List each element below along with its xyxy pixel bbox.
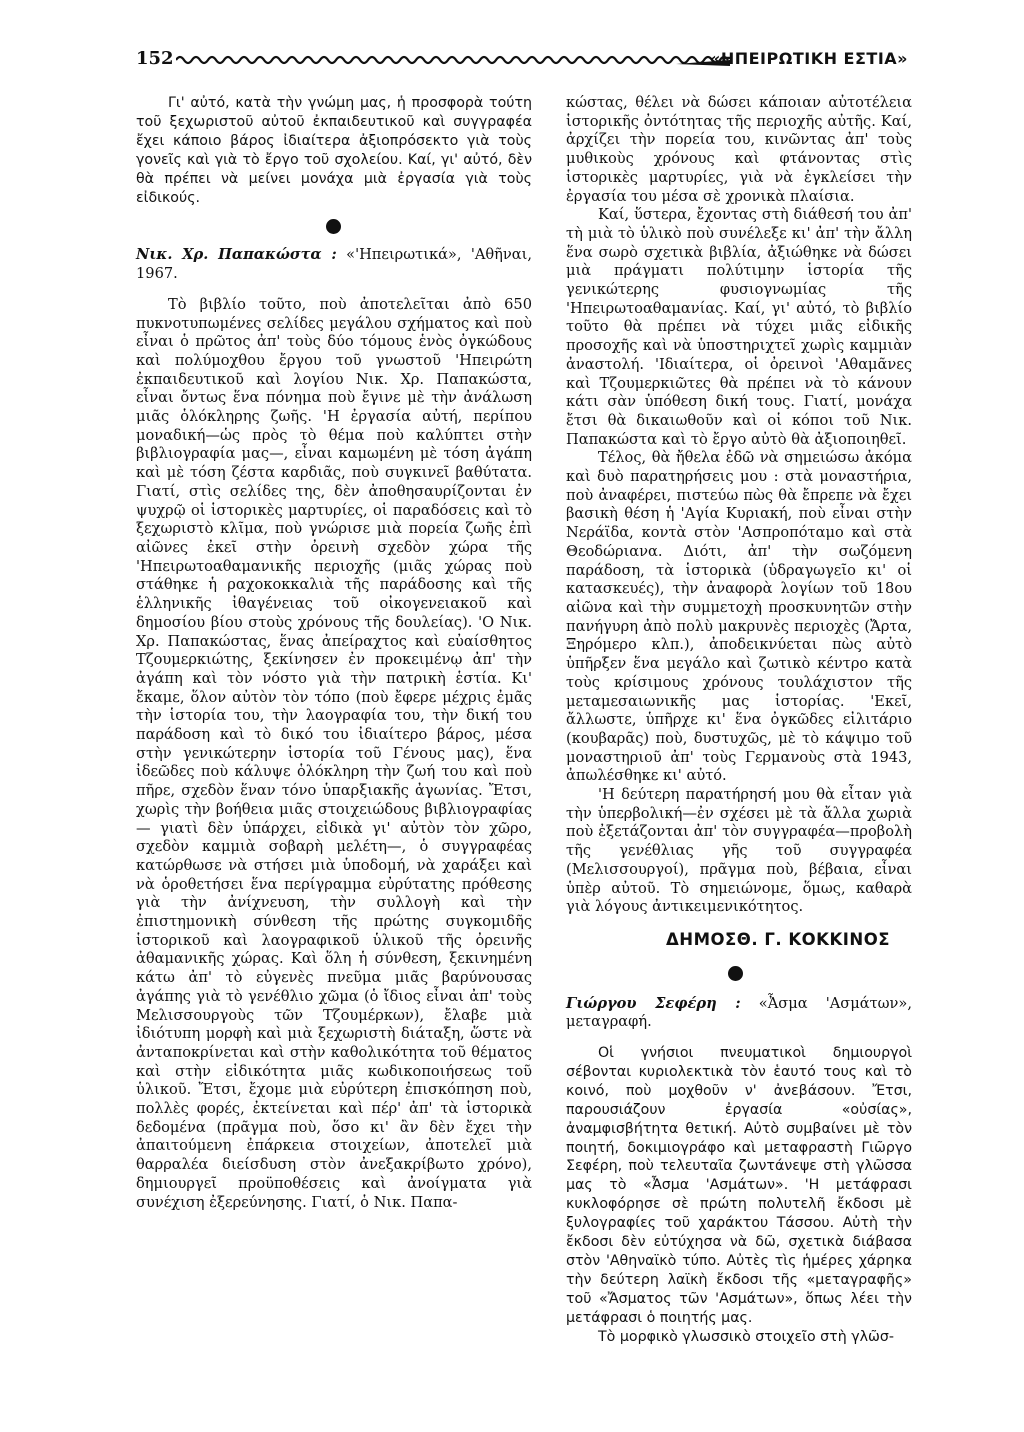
author-signature: ΔΗΜΟΣΘ. Γ. ΚΟΚΚΙΝΟΣ [666, 929, 890, 949]
section-bullet-icon [728, 966, 743, 981]
decorative-wavy-rule [176, 52, 730, 68]
book-title: «Ἆσμα 'Ασμάτων», μεταγραφή. [566, 994, 912, 1031]
book-title: «'Ηπειρωτικά», 'Αθῆναι, 1967. [136, 246, 533, 283]
intro-paragraph: Γι' αὐτό, κατὰ τὴν γνώμη μας, ἡ προσφορὰ τούτη τοῦ ξεχωριστοῦ αὐτοῦ ἐκπαιδευτικοῦ καὶ συγγραφέα ἔχει κάποιο βάρος ἰδιαίτερα ἀξιοπρόσεκτο γιὰ τοὺς γονεῖς καὶ γιὰ τὸ ἔργο τοῦ σχολείου. Καί, γι' αὐτό, δὲν θὰ πρέπει νὰ μείνει μονάχα μιὰ ἐργασία γιὰ τοὺς εἰδικούς. [136, 95, 532, 206]
book-author: Γιώργου Σεφέρη : [566, 994, 741, 1012]
review-paragraph: Οἱ γνήσιοι πνευματικοὶ δημιουργοὶ σέβονται κυριολεκτικὰ τὸν ἑαυτό τους καὶ τὸ κοινό, ποὺ μοχθοῦν ν' ἀνεβάσουν. Ἔτσι, παρουσιάζουν ἐργασία «οὐσίας», ἀναμφισβήτητα θετική. Αὐτὸ συμβαίνει μὲ τὸν ποιητή, δοκιμιογράφο καὶ μεταφραστὴ Γιῶργο Σεφέρη, ποὺ τελευταῖα ζωντάνεψε στὴ γλῶσσα μας τὸ «Ἆσμα 'Ασμάτων». 'Η μετάφρασι κυκλοφόρησε σὲ πρώτη πολυτελῆ ἔκδοσι μὲ ξυλογραφίες τοῦ χαράκτου Τάσσου. Αὐτὴ τὴν ἔκδοσι δὲν εὐτύχησα νὰ δῶ, σχετικὰ διάβασα στὸν 'Αθηναϊκὸ τύπο. Αὐτὲς τὶς ἡμέρες χάρηκα τὴν δεύτερη λαϊκὴ ἔκδοσι τῆς «μεταγραφῆς» τοῦ «Ἄσματος τῶν 'Ασμάτων», ὅπως λέει τὴν μετάφρασι ὁ ποιητής μας. [566, 1045, 912, 1326]
left-column [136, 94, 532, 1212]
review-paragraph: Τέλος, θὰ ἤθελα ἐδῶ νὰ σημειώσω ἀκόμα καὶ δυὸ παρατηρήσεις μου : στὰ μοναστήρια, ποὺ ἀναφέρει, πιστεύω πὼς θὰ ἔπρεπε νὰ ἔχει βασικὴ θέση ἡ 'Αγία Κυριακή, ποὺ εἶναι στὴν Νεράϊδα, κοντὰ στὸν 'Ασπροπόταμο καὶ στὰ Θεοδώριανα. Διότι, ἀπ' τὴν σωζόμενη παράδοση, τὰ ἱστορικὰ (ὑδραγωγεῖο κι' οἱ κατασκευές), τὴν ἀναφορὰ λογίων τοῦ 18ου αἰῶνα καὶ τὴν συμμετοχὴ προσκυνητῶν στὴν πανήγυρη ἀπὸ πολὺ μακρυνὲς περιοχὲς (Ἄρτα, Ξηρόμερο κλπ.), ἀποδεικνύεται πὼς αὐτὸ ὑπῆρξεν ἕνα μεγάλο καὶ ζωτικὸ κέντρο κατὰ τοὺς κρίσιμους χρόνους τουλάχιστον τῆς μεταμεσαιωνικῆς μας ἱστορίας. 'Εκεῖ, ἄλλωστε, ὑπῆρχε κι' ἕνα ὀγκῶδες εἰλιτάριο (κουβαρᾶς) ποὺ, δυστυχῶς, μὲ τὸ κάψιμο τοῦ μοναστηριοῦ ἀπ' τοὺς Γερμανοὺς στὰ 1943, ἀπωλέσθηκε κι' αὐτό. [566, 449, 912, 785]
book-reference [566, 995, 912, 1032]
continuation-paragraph: κώστας, θέλει νὰ δώσει κάποιαν αὐτοτέλεια ἱστορικῆς ὀντότητας τῆς περιοχῆς αὐτῆς. Καί, ἀρχίζει τὴν πορεία του, κινῶντας ἀπ' τοὺς μυθικοὺς χρόνους καὶ φτάνοντας στὶς ἱστορικὲς μαρτυρίες, γιὰ νὰ ἐγκλείσει τὴν ἐργασία του μέσα σὲ χρονικὰ πλαίσια. [566, 94, 912, 205]
review-paragraph: 'Η δεύτερη παρατήρησή μου θὰ εἶταν γιὰ τὴν ὑπερβολική—ἐν σχέσει μὲ τὰ ἄλλα χωριὰ ποὺ ἐξετάζονται ἀπ' τὸν συγγραφέα—προβολὴ τῆς γενέθλιας γῆς τοῦ συγγραφέα (Μελισσουργοί), πρᾶγμα ποὺ, βέβαια, εἶναι ὑπὲρ αὐτοῦ. Τὸ σημειώνομε, ὅμως, καθαρὰ γιὰ λόγους ἀντικειμενικότητος. [566, 786, 912, 916]
page-number: 152 [136, 48, 174, 69]
review-paragraph: Καί, ὕστερα, ἔχοντας στὴ διάθεσή του ἀπ' τὴ μιὰ τὸ ὑλικὸ ποὺ συνέλεξε κι' ἀπ' τὴν ἄλλη ἕνα σωρὸ σχετικὰ βιβλία, ἀξιώθηκε νὰ δώσει μιὰ πράγματι πολύτιμην ἱστορία τῆς γενικώτερης φυσιογνωμίας τῆς 'Ηπειρωτοαθαμανίας. Καί, γι' αὐτό, τὸ βιβλίο τοῦτο θὰ πρέπει νὰ τύχει μιᾶς εἰδικῆς προσοχῆς καὶ νὰ ὑποστηριχτεῖ χωρὶς καμμιὰν ἀναστολή. 'Ιδιαίτερα, οἱ ὀρεινοὶ 'Αθαμᾶνες καὶ Τζουμερκιῶτες θὰ πρέπει νὰ τὸ κάνουν κάτι σὰν ὑπόθεση δική τους. Γιατί, μονάχα ἔτσι θὰ δικαιωθοῦν καὶ οἱ κόποι τοῦ Νικ. Παπακώστα καὶ τὸ ἔργο αὐτὸ θὰ ἀξιοποιηθεῖ. [566, 206, 912, 448]
page-header [136, 48, 908, 74]
review-paragraph: Τὸ μορφικὸ γλωσσικὸ στοιχεῖο στὴ γλῶσ- [598, 1328, 894, 1345]
book-reference [136, 246, 532, 283]
journal-title: «ΗΠΕΙΡΩΤΙΚΗ ΕΣΤΙΑ» [710, 49, 908, 68]
right-column [566, 94, 912, 1347]
book-author: Νικ. Χρ. Παπακώστα : [136, 246, 337, 264]
review-paragraph: Τὸ βιβλίο τοῦτο, ποὺ ἀποτελεῖται ἀπὸ 650 πυκνοτυπωμένες σελίδες μεγάλου σχήματος καὶ ποὺ εἶναι ὁ πρῶτος ἀπ' τοὺς δύο τόμους ἑνὸς ὀγκώδους καὶ πολύμοχθου ἔργου τοῦ γνωστοῦ 'Ηπειρώτη ἐκπαιδευτικοῦ καὶ λογίου Νικ. Χρ. Παπακώστα, εἶναι ὄντως ἕνα πόνημα ποὺ ἔγινε μὲ τὴν ἀνάλωση μιᾶς ὁλόκληρης ζωῆς. 'Η ἐργασία αὐτή, περίπου μοναδική—ὡς πρὸς τὸ θέμα ποὺ καλύπτει στὴν βιβλιογραφία μας—, εἶναι καμωμένη μὲ τόση ἀγάπη καὶ μὲ τόση ζέστα καρδιᾶς, ποὺ συγκινεῖ βαθύτατα. Γιατί, στὶς σελίδες της, δὲν ἀποθησαυρίζονται ἐν ψυχρῷ οἱ ἱστορικὲς μαρτυρίες, οἱ παραδόσεις καὶ τὸ ξεχωριστὸ κλῖμα, ποὺ γνώρισε μιὰ πορεία ζωῆς ἐπὶ αἰῶνες ἐκεῖ στὴν ὀρεινὴ σχεδὸν χώρα τῆς 'Ηπειρωτοαθαμανικῆς περιοχῆς (μιᾶς χώρας ποὺ στάθηκε ἡ ραχοκοκκαλιὰ τῆς παράδοσης καὶ τῆς ἑλληνικῆς ἰθαγένειας τοῦ οἰκογενειακοῦ καὶ δημοσίου βίου στοὺς χρόνους τῆς δουλείας). 'Ο Νικ. Χρ. Παπακώστας, ἕνας ἀπείραχτος καὶ εὐαίσθητος Τζουμερκιώτης, ξεκίνησεν ἐν προκειμένῳ ἀπ' τὴν ἀγάπη καὶ τὸν νόστο γιὰ τὴν πατρικὴ ἑστία. Κι' ἔκαμε, ὅλον αὐτὸν τὸν τόπο (ποὺ ἔφερε μέχρις ἐμᾶς τὴν ἱστορία του, τὴν λαογραφία του, τὴν δική του παράδοση καὶ τὸ δικό του ἰδιαίτερο βάρος, μέσα στὴν γενικώτερην ἱστορία τοῦ Γένους μας), ἕνα ἰδεῶδες ποὺ κάλυψε ὁλόκληρη τὴν ζωή του καὶ ποὺ πῆρε, σχεδὸν ἕναν τόνο ὑπαρξιακῆς ἀγωνίας. Ἔτσι, χωρὶς τὴν βοήθεια μιᾶς στοιχειώδους βιβλιογραφίας — γιατὶ δὲν ὑπάρχει, εἰδικὰ γι' αὐτὸν τὸν χῶρο, σχεδὸν καμμιὰ σοβαρὴ μελέτη—, ὁ συγγραφέας κατώρθωσε νὰ στήσει μιὰ ὑποδομή, νὰ χαράξει καὶ νὰ ὁροθετήσει ἕνα περίγραμμα εὐρύτατης πρόθεσης γιὰ τὴν ἀνίχνευση, τὴν συλλογὴ καὶ τὴν ἐπιστημονικὴ σύνθεση τῆς πρώτης συγκομιδῆς ἱστορικοῦ καὶ λαογραφικοῦ ὑλικοῦ τῆς ὀρεινῆς ἀθαμανικῆς χώρας. Καὶ ὅλη ἡ σύνθεση, ξεκινημένη κάτω ἀπ' τὸ εὐγενὲς πνεῦμα μιᾶς βαρύνουσας ἀγάπης γιὰ τὸ γενέθλιο χῶμα (ὁ ἴδιος εἶναι ἀπ' τοὺς Μελισσουργοὺς τῶν Τζουμέρκων), ἔλαβε μιὰ ἰδιότυπη μορφὴ καὶ μιὰ ξεχωριστὴ διάταξη, ὥστε νὰ ἀνταποκρίνεται καὶ στὴν καθολικότητα τοῦ θέματος καὶ στὴν εἰδικότητα μιᾶς κωδικοποιήσεως τοῦ ὑλικοῦ. Ἔτσι, ἔχομε μιὰ εὐρύτερη ἐπισκόπηση ποὺ, πολλὲς φορές, ἐκτείνεται καὶ πέρ' ἀπ' τὰ ἱστορικὰ δεδομένα (πρᾶγμα ποὺ, ὅσο κι' ἂν δὲν ἔχει τὴν ἀπαιτούμενη ἐπάρκεια στοιχείων, ἀποτελεῖ μιὰ θαρραλέα διείσδυση στὸν ἀνεξακρίβωτο χρόνο), δημιουργεῖ προϋποθέσεις καὶ ἀνοίγματα γιὰ συνέχιση ἐξερεύνησης. Γιατί, ὁ Νικ. Παπα- [136, 295, 532, 1211]
section-bullet-icon [326, 219, 341, 234]
